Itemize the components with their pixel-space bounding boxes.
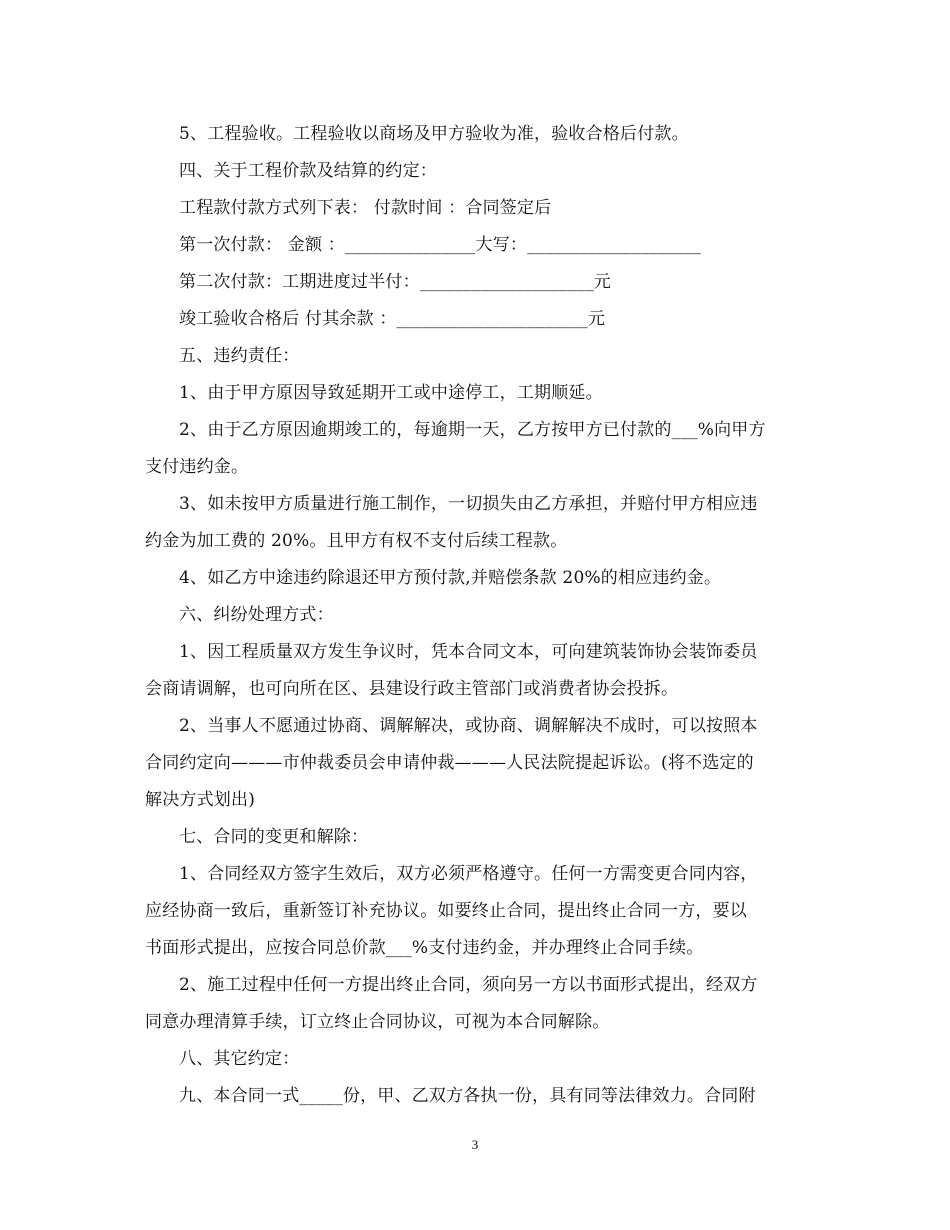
paragraph-line: 1、因工程质量双方发生争议时，凭本合同文本，可向建筑装饰协会装饰委员 [179, 642, 758, 662]
section-heading: 八、其它约定： [179, 1049, 300, 1069]
paragraph-line: 5、工程验收。工程验收以商场及甲方验收为准，验收合格后付款。 [179, 124, 689, 144]
paragraph-line: 约金为加工费的 20%。且甲方有权不支付后续工程款。 [145, 531, 568, 551]
paragraph-line: 支付违约金。 [145, 457, 249, 477]
payment-line: 第一次付款： 金额 ：_______________大写：____________________ [179, 235, 702, 255]
section-heading: 七、合同的变更和解除： [179, 827, 369, 847]
paragraph-line: 九、本合同一式_____份，甲、乙双方各执一份，具有同等法律效力。合同附 [179, 1086, 756, 1106]
paragraph-line: 4、如乙方中途违约除退还甲方预付款,并赔偿条款 20%的相应违约金。 [179, 568, 722, 588]
paragraph-line: 工程款付款方式列下表： 付款时间 ：合同签定后 [179, 198, 552, 218]
paragraph-line: 应经协商一致后，重新签订补充协议。如要终止合同，提出终止合同一方，要以 [145, 901, 747, 921]
paragraph-line: 1、合同经双方签字生效后，双方必须严格遵守。任何一方需变更合同内容， [179, 864, 758, 884]
paragraph-line: 1、由于甲方原因导致延期开工或中途停工，工期顺延。 [179, 383, 603, 403]
paragraph-line: 合同约定向———市仲裁委员会申请仲裁———人民法院提起诉讼。(将不选定的 [145, 753, 754, 773]
paragraph-line: 2、由于乙方原因逾期竣工的，每逾期一天，乙方按甲方已付款的___%向甲方 [179, 420, 766, 440]
paragraph-line: 同意办理清算手续，订立终止合同协议，可视为本合同解除。 [145, 1012, 610, 1032]
section-heading: 五、违约责任： [179, 346, 300, 366]
section-heading: 四、关于工程价款及结算的约定： [179, 161, 437, 181]
paragraph-line: 解决方式划出) [145, 790, 256, 810]
paragraph-line: 会商请调解，也可向所在区、县建设行政主管部门或消费者协会投拆。 [145, 679, 679, 699]
paragraph-line: 2、当事人不愿通过协商、调解解决，或协商、调解解决不成时，可以按照本 [179, 716, 758, 736]
payment-line: 竣工验收合格后 付其余款 ：______________________元 [179, 309, 606, 329]
section-heading: 六、纠纷处理方式： [179, 605, 334, 625]
page-number: 3 [471, 1137, 479, 1152]
paragraph-line: 书面形式提出，应按合同总价款___%支付违约金，并办理终止合同手续。 [145, 938, 704, 958]
paragraph-line: 2、施工过程中任何一方提出终止合同，须向另一方以书面形式提出，经双方 [179, 975, 758, 995]
document-body [145, 116, 810, 1115]
payment-line: 第二次付款：工期进度过半付：____________________元 [179, 272, 611, 292]
paragraph-line: 3、如未按甲方质量进行施工制作，一切损失由乙方承担，并赔付甲方相应违 [179, 494, 758, 514]
